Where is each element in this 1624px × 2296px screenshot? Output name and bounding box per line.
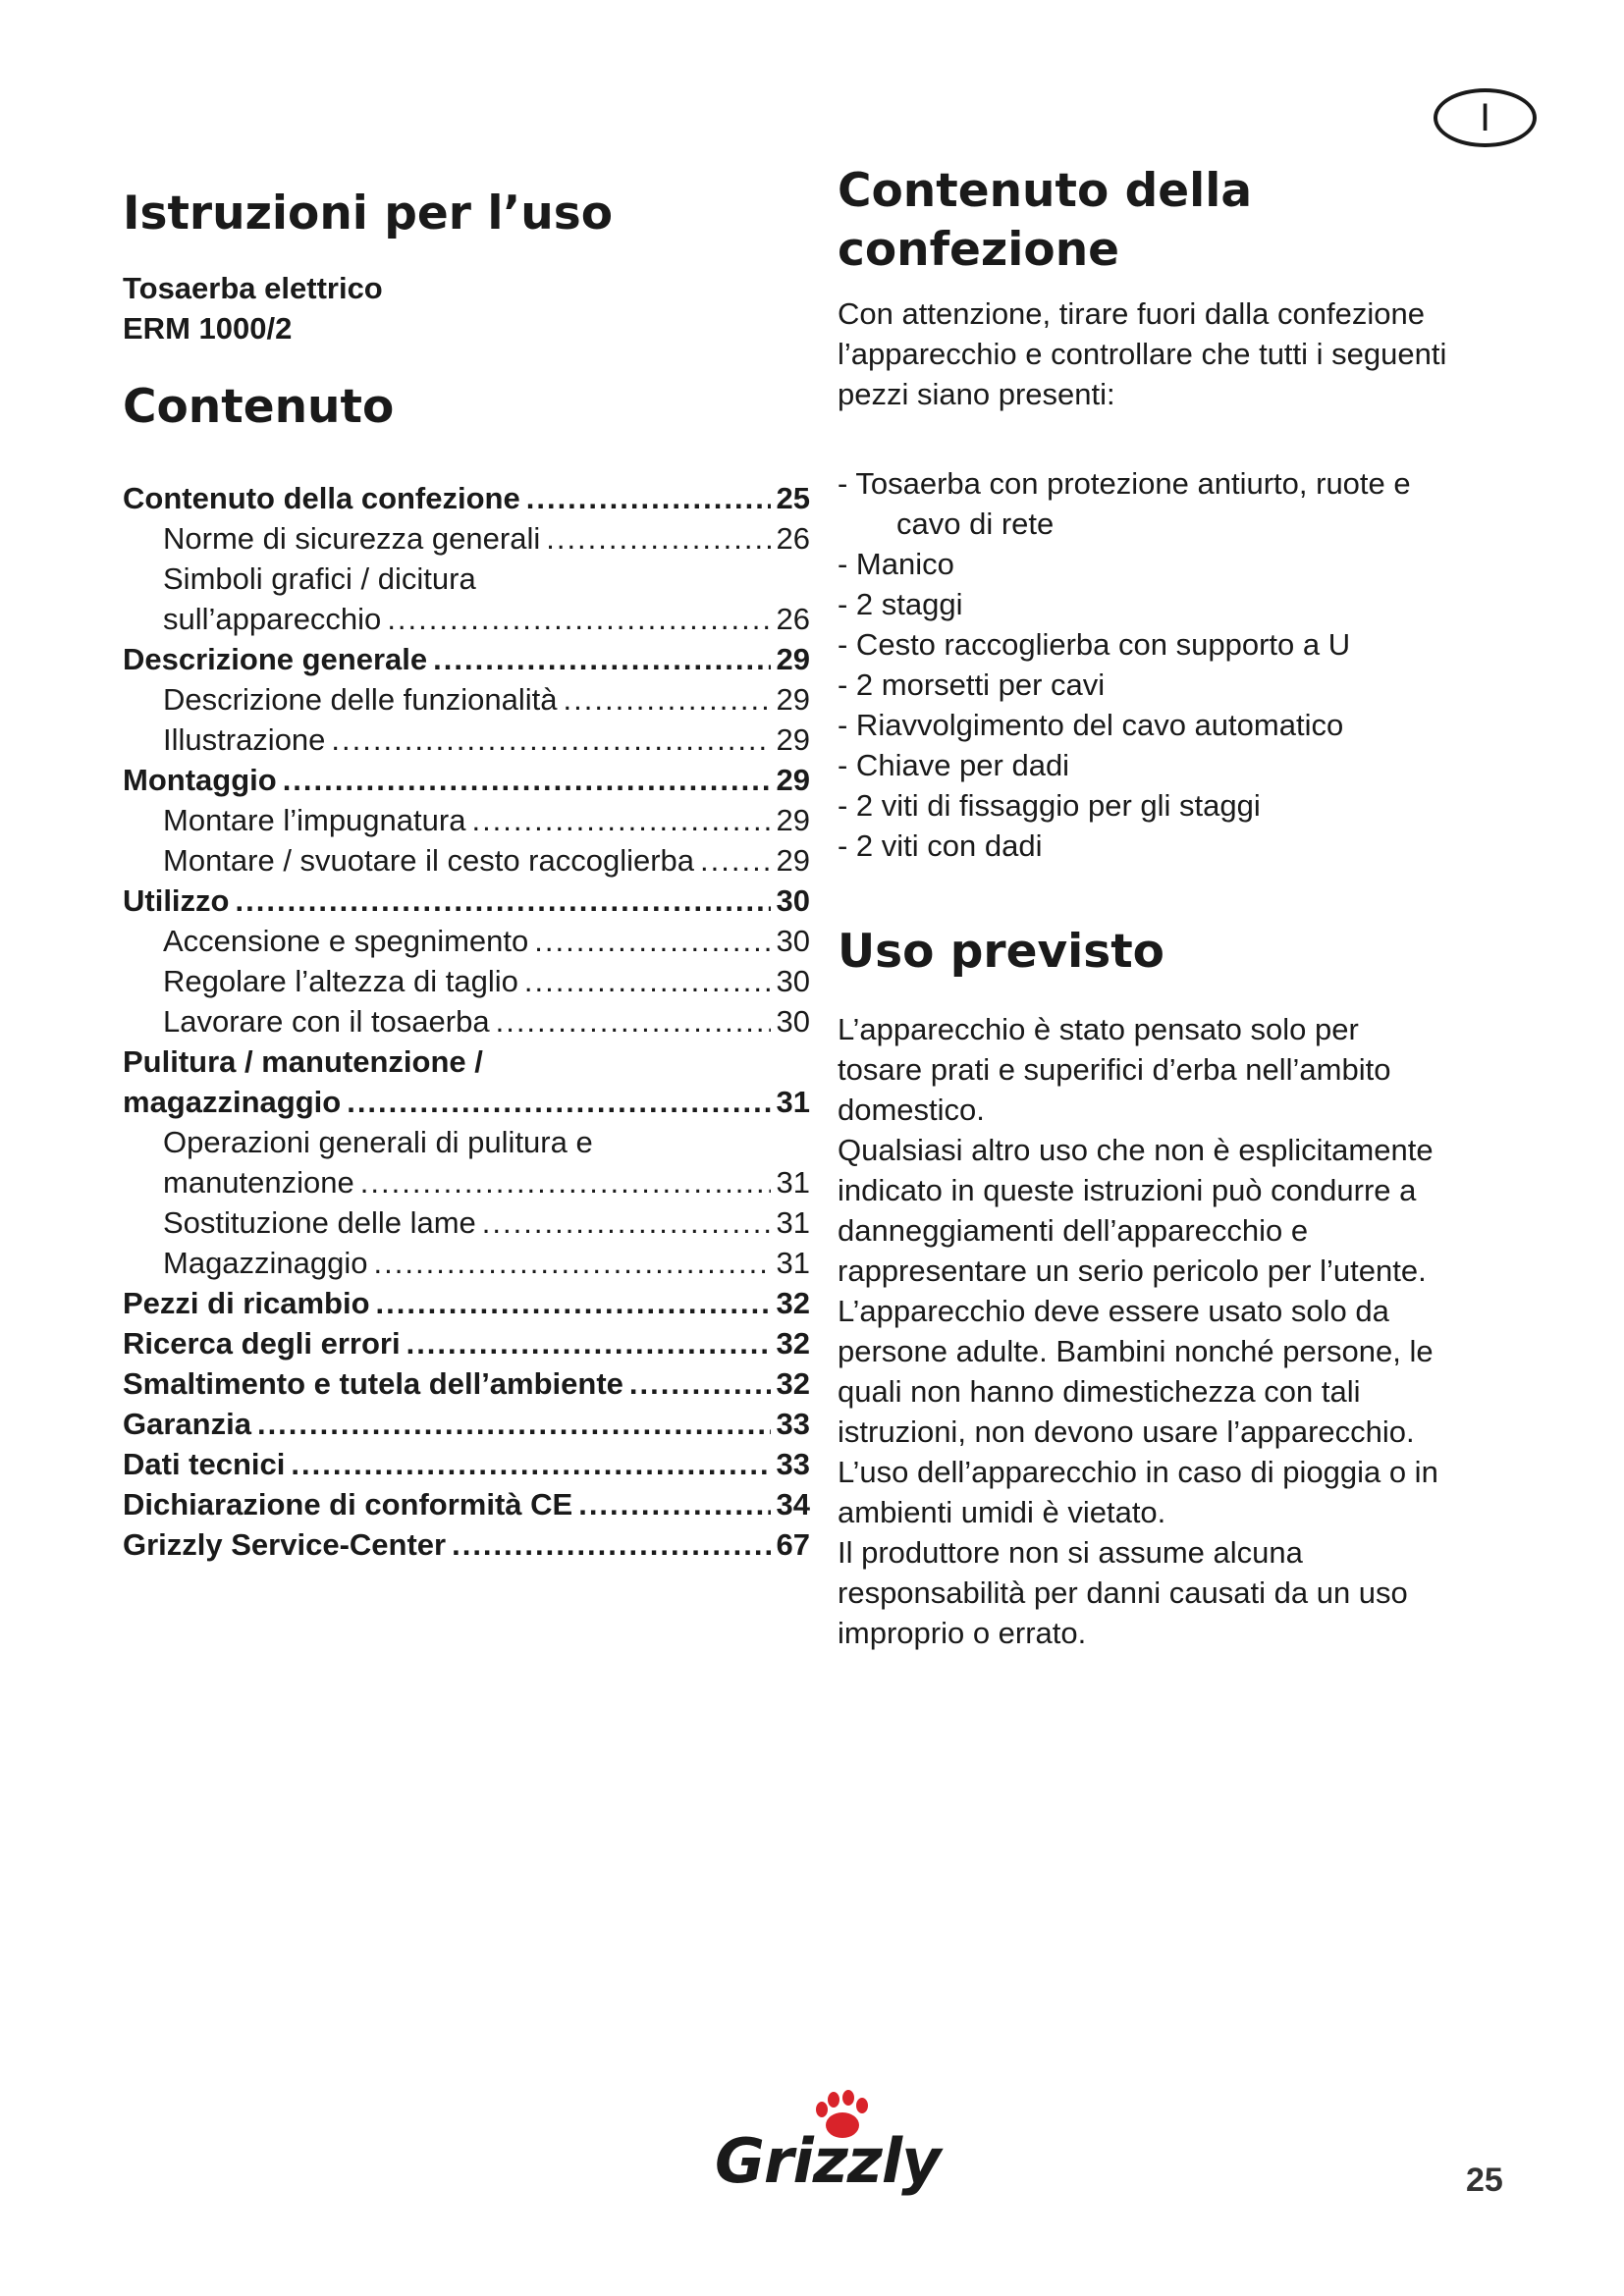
toc-entry-page: 32 — [776, 1286, 810, 1320]
body-line: domestico. — [838, 1093, 985, 1127]
toc-entry-label: Utilizzo — [123, 883, 230, 918]
toc-heading: Contenuto — [123, 380, 395, 434]
toc-entry — [123, 1524, 810, 1565]
toc-entry-label: Norme di sicurezza generali — [163, 521, 541, 556]
toc-entry — [123, 559, 810, 599]
toc-entry — [123, 1082, 810, 1122]
toc-entry-page: 31 — [776, 1165, 810, 1200]
toc-entry — [123, 720, 810, 760]
toc-entry-page: 29 — [776, 722, 810, 757]
toc-entry-page: 33 — [776, 1407, 810, 1441]
toc-leader-dots — [496, 1001, 771, 1041]
toc-entry-page: 29 — [776, 763, 810, 797]
toc-entry-label: Grizzly Service-Center — [123, 1527, 447, 1562]
package-item: - Chiave per dadi — [838, 748, 1070, 782]
toc-entry-page: 29 — [776, 803, 810, 837]
toc-leader-dots — [236, 881, 771, 921]
toc-entry-label: Smaltimento e tutela dell’ambiente — [123, 1366, 623, 1401]
toc-entry-page: 30 — [776, 883, 810, 918]
toc-leader-dots — [406, 1323, 771, 1363]
toc-leader-dots — [283, 760, 771, 800]
body-line: persone adulte. Bambini nonché persone, le — [838, 1334, 1434, 1368]
toc-entry-label: Magazzinaggio — [163, 1246, 368, 1280]
toc-leader-dots — [360, 1162, 771, 1202]
product-name: Tosaerba elettrico — [123, 271, 383, 305]
table-of-contents — [123, 478, 810, 1565]
logo-wordmark: Grizzly — [715, 2125, 941, 2197]
body-line: rappresentare un serio pericolo per l’utente. — [838, 1254, 1427, 1288]
toc-entry-label: Lavorare con il tosaerba — [163, 1004, 490, 1039]
body-line: istruzioni, non devono usare l’apparecchio. — [838, 1415, 1415, 1449]
toc-entry — [123, 1484, 810, 1524]
intro-line: l’apparecchio e controllare che tutti i seguenti — [838, 337, 1447, 371]
toc-leader-dots — [482, 1202, 771, 1243]
toc-entry-label: Descrizione generale — [123, 642, 428, 676]
toc-entry-page: 30 — [776, 924, 810, 958]
toc-entry-label: Ricerca degli errori — [123, 1326, 401, 1361]
toc-entry-label: Montaggio — [123, 763, 277, 797]
toc-entry-page: 29 — [776, 642, 810, 676]
package-contents-heading-line1: Contenuto della — [838, 164, 1253, 218]
package-items-list — [838, 463, 1525, 866]
toc-leader-dots — [257, 1404, 771, 1444]
left-column — [123, 187, 810, 1565]
toc-entry-label: manutenzione — [163, 1165, 354, 1200]
toc-entry — [123, 1001, 810, 1041]
body-line: quali non hanno dimestichezza con tali — [838, 1374, 1361, 1409]
toc-entry-label: Descrizione delle funzionalità — [163, 682, 558, 717]
package-item: - 2 morsetti per cavi — [838, 667, 1106, 702]
toc-entry-label: Regolare l’altezza di taglio — [163, 964, 518, 998]
package-item: - Riavvolgimento del cavo automatico — [838, 708, 1344, 742]
product-model: ERM 1000/2 — [123, 311, 293, 346]
toc-entry-label: sull’apparecchio — [163, 602, 382, 636]
toc-entry-label: Illustrazione — [163, 722, 326, 757]
toc-entry-page: 25 — [776, 481, 810, 515]
toc-entry — [123, 881, 810, 921]
toc-leader-dots — [374, 1243, 771, 1283]
package-item: - Tosaerba con protezione antiurto, ruote e — [838, 466, 1411, 501]
toc-entry-label: Dati tecnici — [123, 1447, 286, 1481]
right-column — [838, 162, 1525, 1653]
page-number: 25 — [1466, 2162, 1503, 2199]
toc-entry — [123, 1283, 810, 1323]
toc-leader-dots — [331, 720, 770, 760]
toc-leader-dots — [534, 921, 770, 961]
toc-leader-dots — [524, 961, 771, 1001]
toc-entry — [123, 1162, 810, 1202]
package-contents-heading-line2: confezione — [838, 223, 1120, 277]
toc-entry-page: 29 — [776, 843, 810, 878]
toc-entry — [123, 760, 810, 800]
toc-leader-dots — [564, 679, 771, 720]
toc-entry-label: Contenuto della confezione — [123, 481, 520, 515]
body-line: ambienti umidi è vietato. — [838, 1495, 1166, 1529]
toc-entry — [123, 599, 810, 639]
intended-use-text — [838, 1009, 1525, 1653]
toc-leader-dots — [578, 1484, 770, 1524]
toc-entry-page: 32 — [776, 1326, 810, 1361]
toc-entry-page: 30 — [776, 964, 810, 998]
toc-leader-dots — [700, 840, 770, 881]
toc-entry-label: Montare l’impugnatura — [163, 803, 466, 837]
toc-entry — [123, 679, 810, 720]
intro-line: pezzi siano presenti: — [838, 377, 1115, 411]
toc-entry — [123, 961, 810, 1001]
toc-entry-page: 31 — [776, 1205, 810, 1240]
toc-entry — [123, 1323, 810, 1363]
body-line: responsabilità per danni causati da un uso — [838, 1575, 1408, 1610]
package-item: - 2 staggi — [838, 587, 963, 621]
toc-entry-label: magazzinaggio — [123, 1085, 342, 1119]
body-line: tosare prati e superifici d’erba nell’ambito — [838, 1052, 1391, 1087]
toc-entry — [123, 1363, 810, 1404]
package-intro — [838, 294, 1525, 414]
toc-entry-page: 34 — [776, 1487, 810, 1522]
package-item: cavo di rete — [896, 507, 1055, 541]
toc-leader-dots — [433, 639, 770, 679]
toc-entry-page: 26 — [776, 602, 810, 636]
toc-leader-dots — [376, 1283, 771, 1323]
toc-leader-dots — [452, 1524, 770, 1565]
toc-entry — [123, 800, 810, 840]
body-line: danneggiamenti dell’apparecchio e — [838, 1213, 1309, 1248]
language-badge-label: I — [1479, 95, 1491, 139]
toc-entry-label: Operazioni generali di pulitura e — [163, 1125, 593, 1159]
package-item: - 2 viti di fissaggio per gli staggi — [838, 788, 1261, 823]
toc-leader-dots — [546, 518, 770, 559]
toc-entry-page: 33 — [776, 1447, 810, 1481]
toc-entry-page: 29 — [776, 682, 810, 717]
toc-entry-page: 31 — [776, 1246, 810, 1280]
body-line: Il produttore non si assume alcuna — [838, 1535, 1303, 1570]
body-line: L’uso dell’apparecchio in caso di pioggia o in — [838, 1455, 1438, 1489]
toc-entry-label: Accensione e spegnimento — [163, 924, 529, 958]
toc-entry-page: 67 — [776, 1527, 810, 1562]
body-line: improprio o errato. — [838, 1616, 1087, 1650]
toc-entry-label: Pulitura / manutenzione / — [123, 1044, 483, 1079]
toc-entry — [123, 1202, 810, 1243]
package-item: - 2 viti con dadi — [838, 828, 1043, 863]
toc-entry — [123, 518, 810, 559]
toc-entry-label: Dichiarazione di conformità CE — [123, 1487, 573, 1522]
toc-entry — [123, 840, 810, 881]
toc-entry-label: Sostituzione delle lame — [163, 1205, 476, 1240]
grizzly-logo — [715, 2086, 941, 2204]
toc-entry-label: Pezzi di ricambio — [123, 1286, 370, 1320]
intro-line: Con attenzione, tirare fuori dalla confezione — [838, 296, 1425, 331]
package-contents-heading — [838, 162, 1525, 280]
toc-entry-label: Simboli grafici / dicitura — [163, 561, 476, 596]
body-line: indicato in queste istruzioni può condurre a — [838, 1173, 1417, 1207]
toc-leader-dots — [291, 1444, 770, 1484]
intended-use-section — [838, 923, 1525, 1653]
toc-entry-page: 30 — [776, 1004, 810, 1039]
body-line: L’apparecchio è stato pensato solo per — [838, 1012, 1359, 1046]
manual-title: Istruzioni per l’uso — [123, 187, 614, 240]
toc-leader-dots — [347, 1082, 770, 1122]
toc-entry-label: Montare / svuotare il cesto raccoglierba — [163, 843, 695, 878]
body-line: Qualsiasi altro uso che non è esplicitamente — [838, 1133, 1434, 1167]
toc-entry-page: 32 — [776, 1366, 810, 1401]
toc-leader-dots — [629, 1363, 771, 1404]
toc-entry-page: 31 — [776, 1085, 810, 1119]
intended-use-heading: Uso previsto — [838, 925, 1164, 979]
toc-entry — [123, 639, 810, 679]
toc-entry — [123, 1444, 810, 1484]
toc-leader-dots — [471, 800, 770, 840]
toc-entry-page: 26 — [776, 521, 810, 556]
toc-entry — [123, 1404, 810, 1444]
toc-entry — [123, 1122, 810, 1162]
toc-entry-label: Garanzia — [123, 1407, 251, 1441]
package-item: - Manico — [838, 547, 954, 581]
toc-entry — [123, 921, 810, 961]
toc-entry — [123, 478, 810, 518]
body-line: L’apparecchio deve essere usato solo da — [838, 1294, 1389, 1328]
package-item: - Cesto raccoglierba con supporto a U — [838, 627, 1351, 662]
toc-leader-dots — [526, 478, 771, 518]
toc-entry — [123, 1243, 810, 1283]
toc-leader-dots — [387, 599, 770, 639]
toc-entry — [123, 1041, 810, 1082]
language-badge — [1434, 88, 1537, 147]
